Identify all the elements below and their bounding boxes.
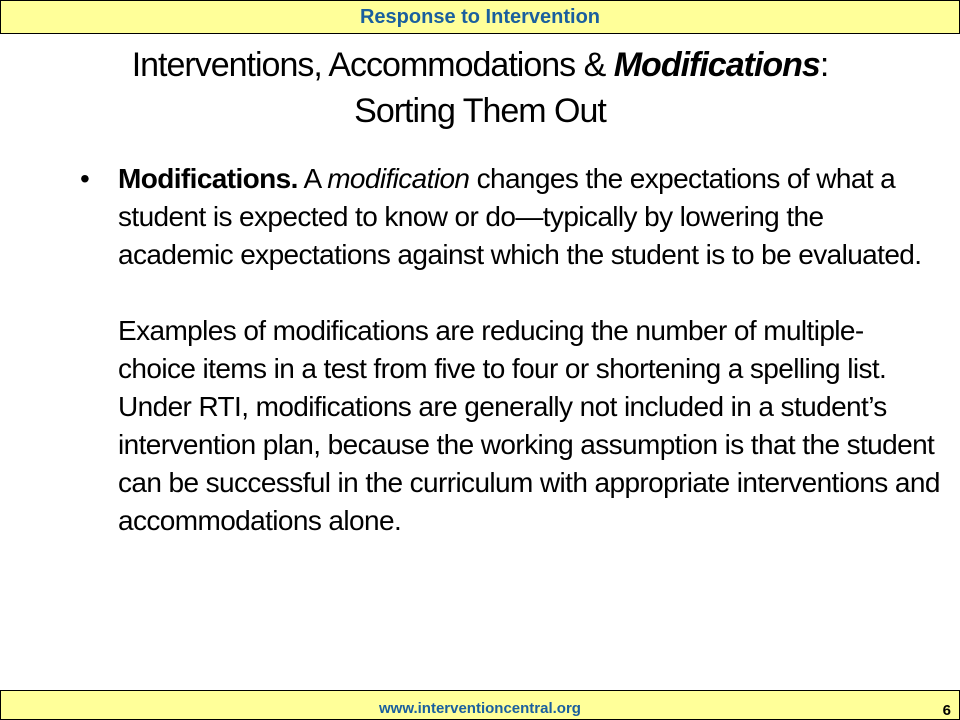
title-emphasis: Modifications xyxy=(613,46,820,84)
examples-paragraph: Examples of modifications are reducing the number of multiple-choice items in a test from five to four or shortening a spelling list. Under RTI, modifications are generally not included in a student’s intervention plan, because the working assumption is that the student can be successful in the curriculum with appropriate interventions and accommodations alone. xyxy=(118,315,940,536)
footer-url-link[interactable]: www.interventioncentral.org xyxy=(379,700,581,717)
title-part1: Interventions, Accommodations & xyxy=(131,46,614,84)
definition-intro-a: A xyxy=(297,163,328,194)
definition-term: Modifications. xyxy=(118,163,298,194)
slide-title-line1 xyxy=(40,42,920,88)
header-banner xyxy=(0,0,960,34)
slide-title-line2: Sorting Them Out xyxy=(354,92,606,130)
page-number: 6 xyxy=(942,702,951,719)
bullet-marker: • xyxy=(80,163,90,194)
title-part2: : xyxy=(819,46,829,84)
footer-banner xyxy=(0,690,960,720)
definition-paragraph xyxy=(118,160,940,274)
slide-title xyxy=(40,42,920,134)
definition-italic-word: modification xyxy=(327,163,470,194)
definition-intro-b: changes the expectations of what a student is expected to know or do—typically by lowering the academic expectations against which the student is to be evaluated. xyxy=(118,163,922,270)
slide-content xyxy=(80,160,940,540)
header-banner-text: Response to Intervention xyxy=(359,6,601,28)
